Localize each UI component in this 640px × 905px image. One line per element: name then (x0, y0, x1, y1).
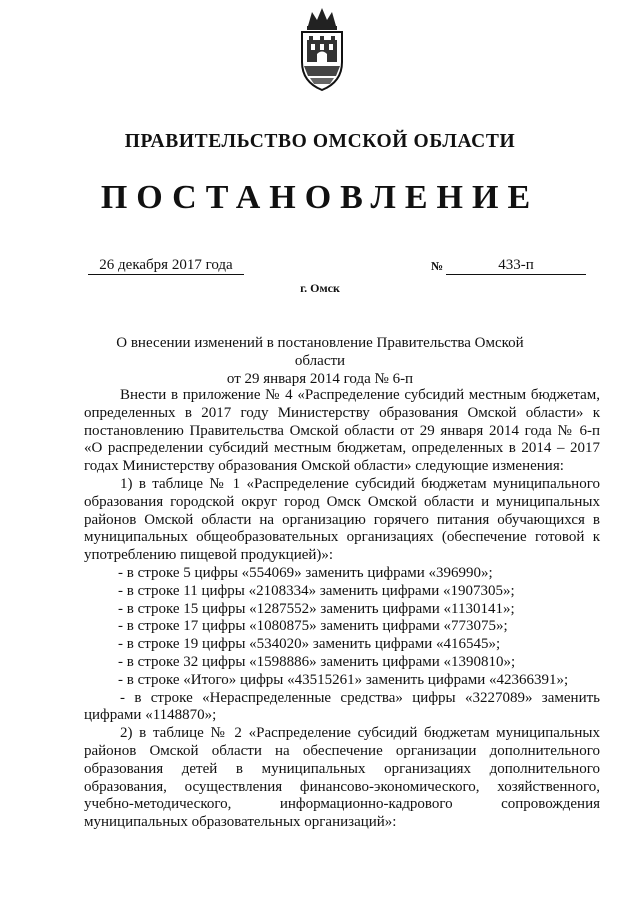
decree-number: 433-п (446, 256, 586, 275)
decree-body (84, 387, 600, 832)
subject-line-2: от 29 января 2014 года № 6-п (226, 371, 414, 387)
coat-of-arms-emblem (296, 6, 348, 94)
change-item: - в строке 15 цифры «1287552» заменить цифрами «1130141»; (118, 600, 515, 617)
change-item: - в строке «Итого» цифры «43515261» заменить цифрами «42366391»; (118, 671, 569, 688)
decree-date: 26 декабря 2017 года (88, 256, 244, 275)
decree-subject (100, 334, 540, 388)
change-item: - в строке 32 цифры «1598886» заменить цифрами «1390810»; (118, 653, 516, 670)
subject-line-1: О внесении изменений в постановление Правительства Омской области (116, 335, 524, 369)
city-name: г. Омск (300, 281, 340, 295)
change-item: - в строке 19 цифры «534020» заменить цифрами «416545»; (118, 636, 501, 653)
change-item: - в строке 17 цифры «1080875» заменить цифрами «773075»; (118, 618, 508, 635)
number-label: № (431, 259, 444, 273)
change-item-unallocated: - в строке «Нераспределенные средства» цифры «3227089» заменить цифрами «1148870»; (84, 689, 600, 724)
intro-paragraph: Внести в приложение № 4 «Распределение субсидий местным бюджетам, определенных в 2017 году Министерству образования Омской области» к постановлению Правительства Омской области от 29 января 2014 года № 6-п «О распределении субсидий местным бюджетам, определенных в 2014 – 2017 годах Министерству образования Омской области» следующие изменения: (84, 387, 600, 475)
point-2-paragraph: 2) в таблице № 2 «Распределение субсидий бюджетам муниципальных районов Омской области на обеспечение организации дополнительного образования детей в муниципальных организациях дополнительного образования, осуществления финансово-экономического, хозяйственного, учебно-методического, информационно-кадрового сопровождения муниципальных образовательных организаций»: (84, 725, 600, 831)
document-type: ПОСТАНОВЛЕНИЕ (100, 179, 540, 216)
point-1-paragraph: 1) в таблице № 1 «Распределение субсидий бюджетам муниципального образования городской округ город Омск Омской области и муниципальных районов Омской области на организацию горячего питания обучающихся в муниципальных общеобразовательных организациях (обеспечение готовой к употреблению пищевой продукцией)»: (84, 475, 600, 564)
change-item: - в строке 5 цифры «554069» заменить цифрами «396990»; (118, 564, 493, 581)
government-title: ПРАВИТЕЛЬСТВО ОМСКОЙ ОБЛАСТИ (124, 131, 516, 152)
change-item: - в строке 11 цифры «2108334» заменить цифрами «1907305»; (118, 582, 515, 599)
